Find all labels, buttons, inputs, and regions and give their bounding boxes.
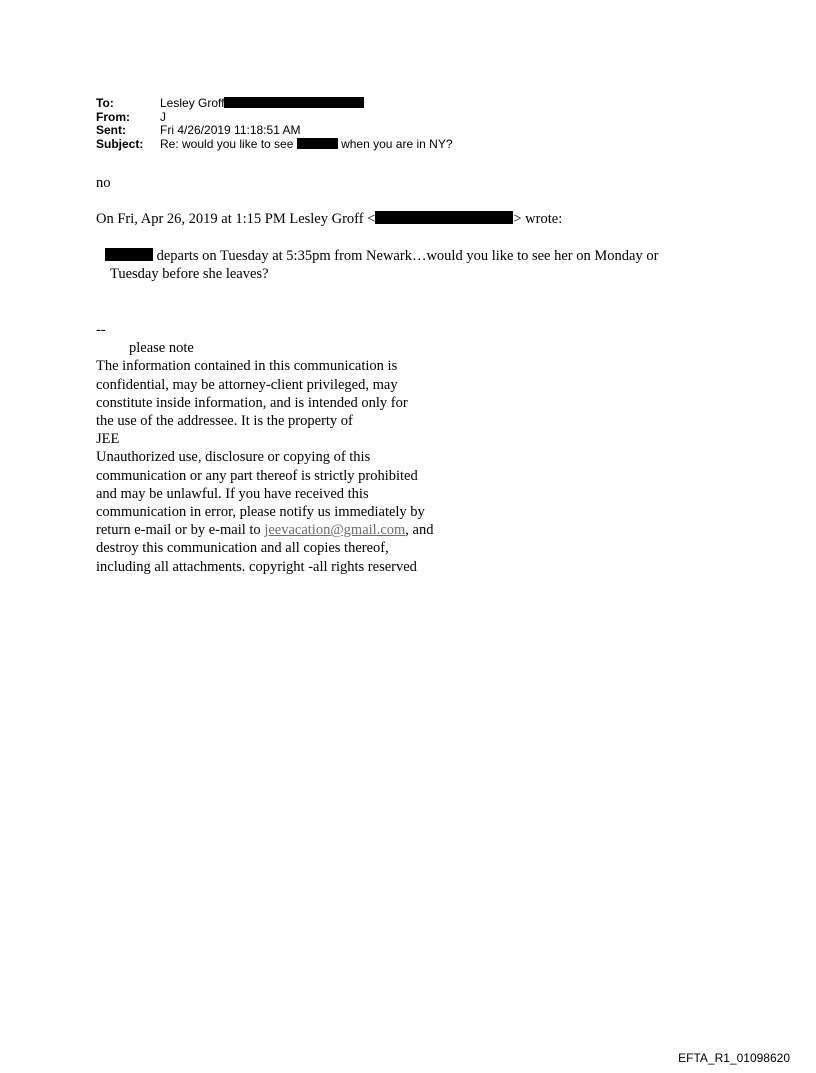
redaction-bar [375, 211, 513, 224]
subject-row [96, 138, 453, 152]
signature-line: confidential, may be attorney-client privileged, may [96, 376, 398, 393]
signature-line: and may be unlawful. If you have received this [96, 485, 369, 502]
reply-text: no [96, 175, 111, 191]
signature-line: communication in error, please notify us immediately by [96, 504, 425, 521]
quote-intro-after: > wrote: [513, 211, 563, 227]
quote-intro [96, 211, 562, 228]
signature-line: constitute inside information, and is intended only for [96, 394, 408, 411]
signature-note: please note [129, 340, 194, 357]
signature-line: Unauthorized use, disclosure or copying of this [96, 449, 371, 466]
signature-block [96, 321, 433, 576]
quoted-line-1-text: departs on Tuesday at 5:35pm from Newark…would you like to see her on Monday or [153, 248, 659, 264]
signature-line: including all attachments. copyright -all rights reserved [96, 558, 417, 575]
quoted-line-2: Tuesday before she leaves? [110, 266, 269, 282]
sent-value: Fri 4/26/2019 11:18:51 AM [160, 123, 301, 137]
subject-text-before: Re: would you like to see [160, 136, 294, 151]
from-value: J [160, 109, 166, 124]
redaction-bar [105, 248, 153, 261]
signature-line: the use of the addressee. It is the property of [96, 413, 353, 430]
email-line-before: return e-mail or by e-mail to [96, 522, 265, 539]
quoted-line-1 [105, 247, 725, 265]
signature-line: The information contained in this communication is [96, 358, 398, 375]
sent-label: Sent: [96, 123, 126, 137]
email-line-after: , and [405, 522, 434, 539]
redaction-bar [297, 138, 338, 149]
signature-separator: -- [96, 322, 106, 338]
from-row [96, 111, 453, 125]
email-link[interactable]: jeevacation@gmail.com [264, 522, 406, 539]
signature-email-line [96, 521, 433, 539]
signature-line: JEE [96, 431, 120, 448]
subject-label: Subject: [96, 136, 144, 151]
email-header [96, 97, 453, 151]
quoted-message [105, 247, 725, 283]
to-label: To: [96, 96, 114, 110]
document-id: EFTA_R1_01098620 [678, 1051, 790, 1065]
quote-intro-before: On Fri, Apr 26, 2019 at 1:15 PM Lesley Groff < [96, 211, 376, 227]
sent-row [96, 124, 453, 138]
signature-line: destroy this communication and all copies thereof, [96, 540, 389, 557]
to-value: Lesley Groff [160, 96, 225, 110]
signature-line: communication or any part thereof is strictly prohibited [96, 467, 418, 484]
subject-text-after: when you are in NY? [341, 136, 453, 151]
to-row [96, 97, 453, 111]
from-label: From: [96, 109, 130, 124]
redaction-bar [224, 97, 364, 108]
